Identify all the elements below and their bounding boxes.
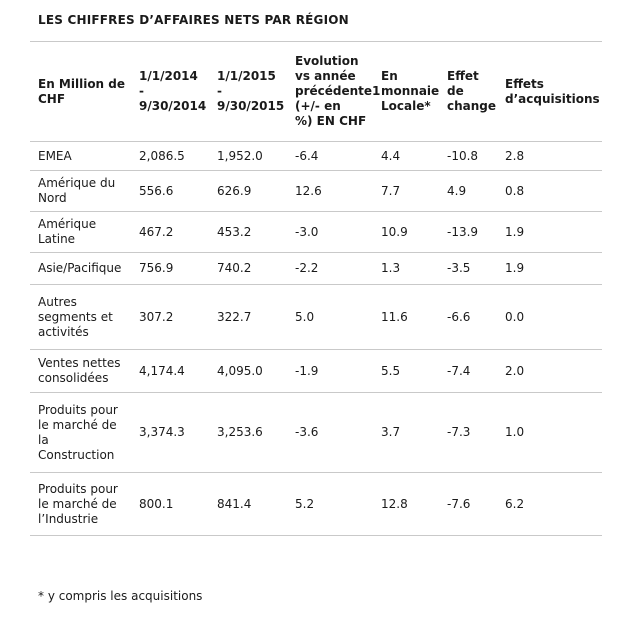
table-row [30,350,602,393]
table-row [30,285,602,350]
row-label: Asie/Pacifique [30,253,131,285]
cell-value: 1.3 [373,253,439,285]
cell-value: 3,374.3 [131,393,209,473]
cell-value: 5.0 [287,285,373,350]
cell-value: -6.6 [439,285,497,350]
cell-value: 2.8 [497,142,602,171]
cell-value: 740.2 [209,253,287,285]
header-exchange-effect: Effet de change [439,42,497,142]
page-title: LES CHIFFRES D’AFFAIRES NETS PAR RÉGION [38,13,349,27]
cell-value: 467.2 [131,212,209,253]
cell-value: 4,095.0 [209,350,287,393]
cell-value: -1.9 [287,350,373,393]
cell-value: 4.4 [373,142,439,171]
cell-value: 2,086.5 [131,142,209,171]
sales-by-region-table [30,41,602,536]
cell-value: -6.4 [287,142,373,171]
table-row [30,171,602,212]
cell-value: 800.1 [131,473,209,536]
cell-value: 3.7 [373,393,439,473]
cell-value: 626.9 [209,171,287,212]
row-label: Produits pour le marché de la Construction [30,393,131,473]
cell-value: 12.8 [373,473,439,536]
header-period-2015: 1/1/2015 - 9/30/2015 [209,42,287,142]
header-evolution-chf: Evolution vs année précédente1 (+/- en %) EN CHF [287,42,373,142]
header-acquisition-effects: Effets d’acquisitions [497,42,602,142]
cell-value: 7.7 [373,171,439,212]
cell-value: 453.2 [209,212,287,253]
cell-value: 1,952.0 [209,142,287,171]
row-label: Amérique Latine [30,212,131,253]
cell-value: 2.0 [497,350,602,393]
row-label: Autres segments et activités [30,285,131,350]
cell-value: 3,253.6 [209,393,287,473]
cell-value: 1.9 [497,253,602,285]
row-label: EMEA [30,142,131,171]
cell-value: -3.5 [439,253,497,285]
cell-value: 4.9 [439,171,497,212]
row-label: Ventes nettes consolidées [30,350,131,393]
cell-value: -7.6 [439,473,497,536]
cell-value: 1.0 [497,393,602,473]
cell-value: 756.9 [131,253,209,285]
cell-value: 307.2 [131,285,209,350]
table-header-row [30,42,602,142]
header-unit: En Million de CHF [30,42,131,142]
cell-value: -10.8 [439,142,497,171]
row-label: Amérique du Nord [30,171,131,212]
cell-value: -7.3 [439,393,497,473]
cell-value: -3.0 [287,212,373,253]
cell-value: 5.5 [373,350,439,393]
cell-value: 322.7 [209,285,287,350]
header-local-currency: En monnaie Locale* [373,42,439,142]
cell-value: 4,174.4 [131,350,209,393]
cell-value: -7.4 [439,350,497,393]
cell-value: 11.6 [373,285,439,350]
table-row [30,473,602,536]
row-label: Produits pour le marché de l’Industrie [30,473,131,536]
cell-value: -13.9 [439,212,497,253]
cell-value: 5.2 [287,473,373,536]
table-row [30,393,602,473]
footnote: * y compris les acquisitions [38,589,203,603]
cell-value: 6.2 [497,473,602,536]
cell-value: 1.9 [497,212,602,253]
cell-value: 841.4 [209,473,287,536]
cell-value: 10.9 [373,212,439,253]
table-row [30,253,602,285]
table-row [30,142,602,171]
header-period-2014: 1/1/2014 - 9/30/2014 [131,42,209,142]
table-row [30,212,602,253]
cell-value: -3.6 [287,393,373,473]
cell-value: 0.8 [497,171,602,212]
cell-value: -2.2 [287,253,373,285]
cell-value: 12.6 [287,171,373,212]
cell-value: 0.0 [497,285,602,350]
cell-value: 556.6 [131,171,209,212]
